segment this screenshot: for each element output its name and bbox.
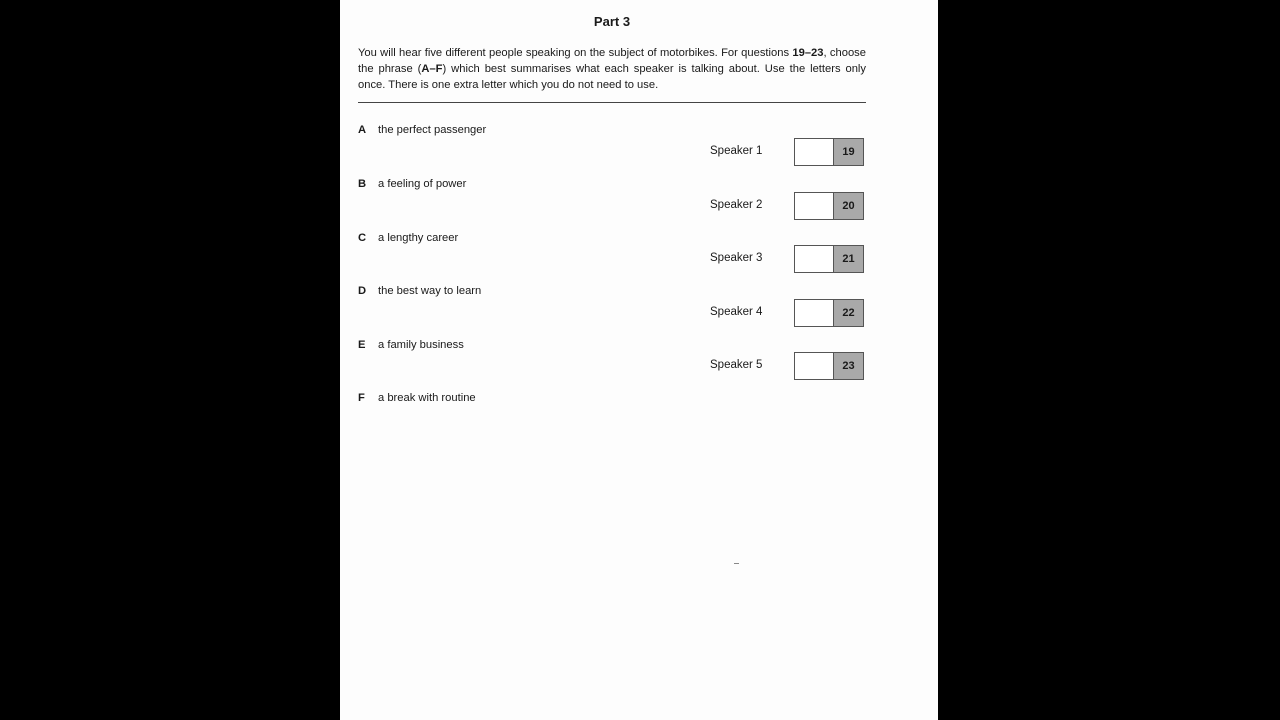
part-title: Part 3 <box>593 14 631 29</box>
instructions-text-2: , choose the phrase ( <box>358 47 866 75</box>
instructions-text-3: ) which best summarises what each speaker is talking about. Use the letters only once. There is one extra letter which you do not need to use. <box>358 63 867 91</box>
instructions-text-1: You will hear five different people speaking on the subject of motorbikes. For questions <box>358 47 793 59</box>
option-letter: D <box>358 285 367 297</box>
option-text: the perfect passenger <box>378 124 487 136</box>
option-letter: B <box>358 178 367 190</box>
option-text: a family business <box>378 339 464 351</box>
option-text: a lengthy career <box>378 232 459 244</box>
exam-page <box>340 0 938 720</box>
answer-box-21[interactable] <box>794 245 864 273</box>
answer-field[interactable] <box>795 300 834 326</box>
question-range: 19–23 <box>792 47 824 59</box>
answer-box-23[interactable] <box>794 352 864 380</box>
answer-box-22[interactable] <box>794 299 864 327</box>
option-letter: C <box>358 232 367 244</box>
answer-field[interactable] <box>795 246 834 272</box>
speaker-3-label: Speaker 3 <box>710 252 763 264</box>
question-number: 20 <box>834 193 863 219</box>
speaker-1-label: Speaker 1 <box>710 145 763 157</box>
question-number: 22 <box>834 300 863 326</box>
answer-box-20[interactable] <box>794 192 864 220</box>
option-text: the best way to learn <box>378 285 482 297</box>
option-e <box>358 339 464 351</box>
answer-field[interactable] <box>795 139 834 165</box>
option-d <box>358 285 481 297</box>
option-text: a feeling of power <box>378 178 467 190</box>
answer-box-19[interactable] <box>794 138 864 166</box>
option-letter: F <box>358 392 365 404</box>
option-c <box>358 232 458 244</box>
speaker-5-label: Speaker 5 <box>710 359 763 371</box>
question-number: 21 <box>834 246 863 272</box>
speaker-4-label: Speaker 4 <box>710 306 763 318</box>
option-letter: E <box>358 339 366 351</box>
speaker-2-label: Speaker 2 <box>710 199 763 211</box>
option-b <box>358 178 466 190</box>
option-f <box>358 392 476 404</box>
divider <box>358 102 866 103</box>
option-letter: A <box>358 124 367 136</box>
answer-field[interactable] <box>795 193 834 219</box>
option-text: a break with routine <box>378 392 476 404</box>
answer-field[interactable] <box>795 353 834 379</box>
letter-range: A–F <box>421 63 443 75</box>
instructions <box>358 45 866 93</box>
question-number: 23 <box>834 353 863 379</box>
option-a <box>358 124 486 136</box>
question-number: 19 <box>834 139 863 165</box>
scan-mark <box>734 563 739 564</box>
